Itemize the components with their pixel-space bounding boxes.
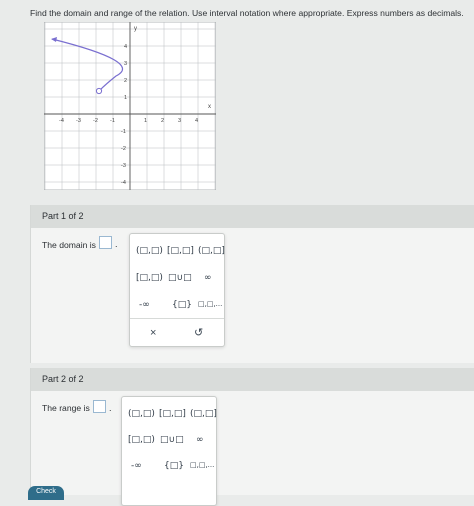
key-list[interactable]: □,□,... bbox=[198, 300, 222, 308]
part-1-header: Part 1 of 2 bbox=[31, 205, 474, 228]
check-button[interactable]: Check bbox=[28, 486, 64, 500]
x-tick-label: 1 bbox=[144, 118, 148, 124]
key-neg-infinity[interactable]: -∞ bbox=[131, 461, 142, 471]
undo-icon[interactable]: ↺ bbox=[194, 327, 204, 339]
range-prompt: The range is bbox=[42, 403, 90, 413]
y-axis-label: y bbox=[134, 26, 137, 32]
y-tick-label: -3 bbox=[121, 163, 126, 169]
x-tick-label: 2 bbox=[161, 118, 165, 124]
x-tick-label: 3 bbox=[178, 118, 182, 124]
question-text: Find the domain and range of the relation. Use interval notation where appropriate. Express numbers as decimals. bbox=[30, 8, 464, 18]
key-union[interactable]: □∪□ bbox=[168, 273, 192, 283]
key-closed-closed[interactable]: [□,□] bbox=[167, 246, 194, 256]
key-open-closed[interactable]: (□,□] bbox=[190, 409, 217, 419]
key-infinity[interactable]: ∞ bbox=[196, 435, 204, 445]
keypad-divider bbox=[130, 318, 224, 319]
key-set[interactable]: {□} bbox=[164, 461, 184, 471]
y-tick-label: 3 bbox=[124, 61, 128, 67]
x-tick-label: -2 bbox=[93, 118, 98, 124]
x-tick-label: -3 bbox=[76, 118, 81, 124]
x-tick-label: 4 bbox=[195, 118, 199, 124]
range-period: . bbox=[109, 403, 112, 413]
part-1-panel bbox=[30, 205, 474, 363]
key-closed-closed[interactable]: [□,□] bbox=[159, 409, 186, 419]
y-tick-label: 4 bbox=[124, 44, 128, 50]
domain-keypad bbox=[129, 233, 225, 347]
y-tick-label: -2 bbox=[121, 146, 126, 152]
y-tick-label: -1 bbox=[121, 129, 126, 135]
y-tick-label: 1 bbox=[124, 95, 128, 101]
key-open-closed[interactable]: (□,□] bbox=[198, 246, 225, 256]
range-keypad bbox=[121, 396, 217, 506]
x-tick-label: -1 bbox=[110, 118, 115, 124]
key-infinity[interactable]: ∞ bbox=[204, 273, 212, 283]
y-tick-label: -4 bbox=[121, 180, 126, 186]
clear-icon[interactable]: × bbox=[150, 327, 157, 339]
key-union[interactable]: □∪□ bbox=[160, 435, 184, 445]
key-closed-open[interactable]: [□,□) bbox=[136, 273, 163, 283]
range-answer-input[interactable] bbox=[93, 400, 106, 413]
x-tick-label: -4 bbox=[59, 118, 64, 124]
open-endpoint bbox=[96, 88, 101, 93]
relation-graph bbox=[44, 22, 216, 190]
part-2-header: Part 2 of 2 bbox=[31, 368, 474, 391]
key-neg-infinity[interactable]: -∞ bbox=[139, 300, 150, 310]
domain-period: . bbox=[115, 239, 118, 249]
key-closed-open[interactable]: [□,□) bbox=[128, 435, 155, 445]
part-2-panel bbox=[30, 368, 474, 495]
key-set[interactable]: {□} bbox=[172, 300, 192, 310]
key-list[interactable]: □,□,... bbox=[190, 461, 214, 469]
key-open-open[interactable]: (□,□) bbox=[136, 246, 163, 256]
y-tick-label: 2 bbox=[124, 78, 128, 84]
key-open-open[interactable]: (□,□) bbox=[128, 409, 155, 419]
domain-answer-input[interactable] bbox=[99, 236, 112, 249]
domain-prompt: The domain is bbox=[42, 240, 96, 250]
x-axis-label: x bbox=[208, 104, 211, 110]
